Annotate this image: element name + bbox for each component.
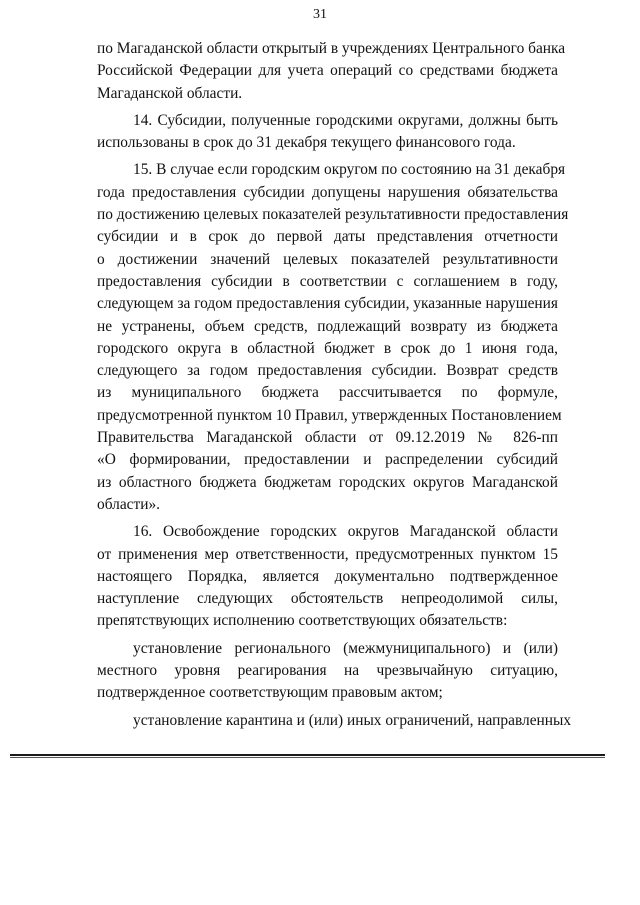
text-line: из муниципального бюджета рассчитывается по формуле, — [97, 384, 558, 402]
text-line: области». — [97, 495, 160, 513]
text-line: предоставления субсидии в соответствии с соглашением в году, — [97, 272, 558, 290]
text-line: следующего за годом предоставления субсидии. Возврат средств — [97, 362, 558, 380]
text-line: «О формировании, предоставлении и распределении субсидий — [97, 451, 558, 469]
text-line: от применения мер ответственности, предусмотренных пунктом 15 — [97, 545, 558, 563]
paragraph-first-line: 14. Субсидии, полученные городскими округами, должны быть — [133, 111, 558, 129]
text-line: субсидии и в срок до первой даты представления отчетности — [97, 228, 558, 246]
text-line: использованы в срок до 31 декабря текущего финансового года. — [97, 134, 516, 152]
text-line: препятствующих исполнению соответствующих обязательств: — [97, 612, 508, 630]
text-line: Правительства Магаданской области от 09.12.2019 № 826-пп — [97, 429, 558, 447]
paragraph-first-line: 15. В случае если городским округом по состоянию на 31 декабря — [133, 161, 566, 179]
text-line: наступление следующих обстоятельств непреодолимой силы, — [97, 590, 558, 608]
text-line: не устранены, объем средств, подлежащий возврату из бюджета — [97, 317, 558, 335]
text-line: городского округа в областной бюджет в срок до 1 июня года, — [97, 339, 558, 357]
text-line: Магаданской области. — [97, 84, 243, 102]
text-line: настоящего Порядка, является документально подтвержденное — [97, 567, 558, 585]
text-line: Российской Федерации для учета операций со средствами бюджета — [97, 62, 558, 80]
text-line: по Магаданской области открытый в учреждениях Центрального банка — [97, 40, 566, 57]
paragraph-first-line: установление карантина и (или) иных ограничений, направленных — [133, 711, 572, 729]
page-number: 31 — [313, 7, 327, 22]
text-line: подтвержденное соответствующим правовым актом; — [97, 684, 443, 702]
paragraph-first-line: установление регионального (межмуниципального) и (или) — [133, 639, 558, 657]
document-body — [97, 38, 572, 732]
text-line: о достижении значений целевых показателей результативности — [97, 250, 558, 268]
text-line: года предоставления субсидии допущены нарушения обязательства — [97, 183, 558, 201]
text-line: предусмотренной пунктом 10 Правил, утвержденных Постановлением — [97, 406, 562, 424]
text-line: местного уровня реагирования на чрезвычайную ситуацию, — [97, 662, 558, 680]
paragraph-first-line: 16. Освобождение городских округов Магаданской области — [133, 523, 558, 541]
footer-separator-line — [10, 754, 605, 756]
text-line: по достижению целевых показателей результативности предоставления — [97, 206, 569, 224]
text-line: следующем за годом предоставления субсидии, указанные нарушения — [97, 295, 558, 313]
text-line: из областного бюджета бюджетам городских округов Магаданской — [97, 473, 558, 491]
